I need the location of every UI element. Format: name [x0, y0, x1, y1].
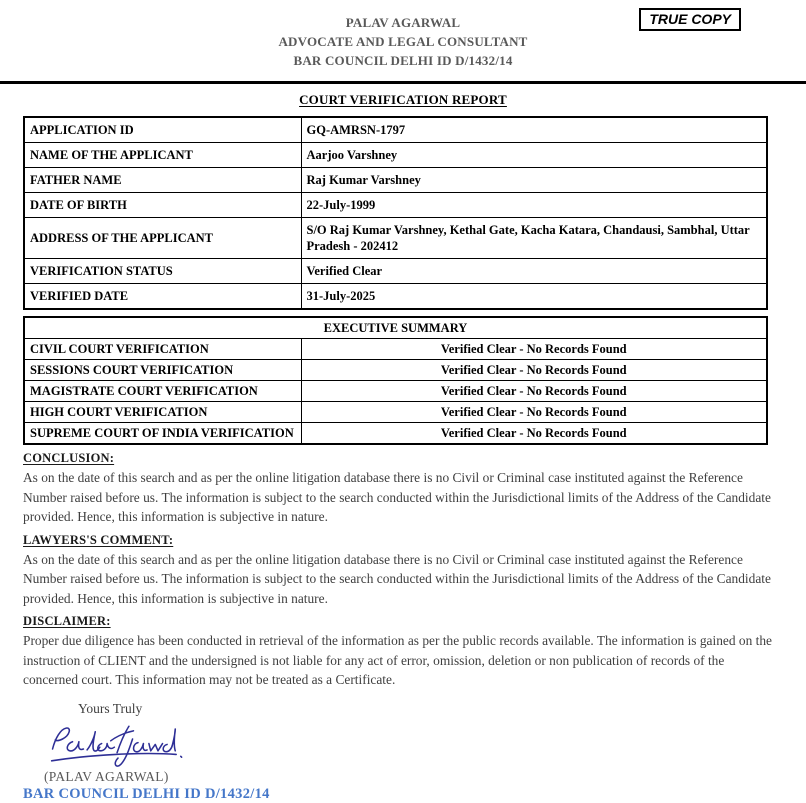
summary-value: Verified Clear - No Records Found — [301, 423, 767, 445]
section-body: As on the date of this search and as per the online litigation database there is no Civil or Criminal case instituted against the Reference Number raised before us. The information is subject to the search conducted within the Jurisdictional limits of the Address of the Candidate provided. Hence, this information is subjective in nature. — [23, 470, 771, 524]
detail-label: FATHER NAME — [24, 168, 301, 193]
closing-text: Yours Truly — [78, 700, 143, 716]
summary-value: Verified Clear - No Records Found — [301, 339, 767, 360]
summary-label: SESSIONS COURT VERIFICATION — [24, 360, 301, 381]
executive-summary-table — [23, 316, 768, 445]
detail-row — [24, 218, 767, 259]
text-section — [23, 533, 779, 609]
detail-row — [24, 259, 767, 284]
detail-row — [24, 168, 767, 193]
text-section — [23, 614, 779, 690]
detail-value: Raj Kumar Varshney — [301, 168, 767, 193]
summary-header: EXECUTIVE SUMMARY — [24, 317, 767, 339]
text-section — [23, 451, 779, 527]
summary-row — [24, 339, 767, 360]
detail-value: 22-July-1999 — [301, 193, 767, 218]
detail-label: DATE OF BIRTH — [24, 193, 301, 218]
detail-row — [24, 284, 767, 310]
detail-value: 31-July-2025 — [301, 284, 767, 310]
true-copy-stamp: TRUE COPY — [639, 8, 741, 31]
signatory-name: (PALAV AGARWAL) — [44, 768, 169, 784]
advocate-designation: ADVOCATE AND LEGAL CONSULTANT — [278, 34, 528, 49]
advocate-name: PALAV AGARWAL — [345, 15, 461, 30]
summary-value: Verified Clear - No Records Found — [301, 381, 767, 402]
detail-label: ADDRESS OF THE APPLICANT — [24, 218, 301, 259]
detail-label: VERIFICATION STATUS — [24, 259, 301, 284]
summary-label: CIVIL COURT VERIFICATION — [24, 339, 301, 360]
summary-value: Verified Clear - No Records Found — [301, 402, 767, 423]
summary-row — [24, 360, 767, 381]
detail-row — [24, 193, 767, 218]
detail-value: S/O Raj Kumar Varshney, Kethal Gate, Kacha Katara, Chandausi, Sambhal, Uttar Pradesh - 202412 — [301, 218, 767, 259]
bar-council-id: BAR COUNCIL DELHI ID D/1432/14 — [293, 53, 513, 68]
summary-row — [24, 381, 767, 402]
detail-value: Aarjoo Varshney — [301, 143, 767, 168]
document-title-text: COURT VERIFICATION REPORT — [299, 92, 507, 107]
detail-value: GQ-AMRSN-1797 — [301, 117, 767, 143]
detail-value: Verified Clear — [301, 259, 767, 284]
text-sections — [23, 451, 779, 690]
section-body: As on the date of this search and as per the online litigation database there is no Civil or Criminal case instituted against the Reference Number raised before us. The information is subject to the search conducted within the Jurisdictional limits of the Address of the Candidate provided. Hence, this information is subjective in nature. — [23, 551, 771, 606]
summary-label: SUPREME COURT OF INDIA VERIFICATION — [24, 423, 301, 445]
section-body: Proper due diligence has been conducted in retrieval of the information as per the public records available. The information is gained on the instruction of CLIENT and the undersigned is not liable for any act of error, omission, deletion or non publication of records of the concerned court. This information may not be treated as a Certificate. — [23, 633, 772, 687]
signatory-bar-council-id: BAR COUNCIL DELHI ID D/1432/14 — [23, 785, 270, 802]
section-heading: CONCLUSION: — [23, 451, 115, 465]
detail-label: APPLICATION ID — [24, 117, 301, 143]
detail-label: VERIFIED DATE — [24, 284, 301, 310]
summary-label: MAGISTRATE COURT VERIFICATION — [24, 381, 301, 402]
summary-value: Verified Clear - No Records Found — [301, 360, 767, 381]
summary-header-row — [24, 317, 767, 339]
summary-label: HIGH COURT VERIFICATION — [24, 402, 301, 423]
detail-row — [24, 117, 767, 143]
detail-row — [24, 143, 767, 168]
header-divider — [0, 81, 806, 84]
section-heading: LAWYERS'S COMMENT: — [23, 532, 174, 547]
signature-image — [38, 719, 198, 769]
summary-row — [24, 402, 767, 423]
summary-row — [24, 423, 767, 445]
applicant-details-table — [23, 116, 768, 310]
section-heading: DISCLAIMER: — [23, 614, 111, 628]
document-title — [0, 91, 806, 109]
detail-label: NAME OF THE APPLICANT — [24, 143, 301, 168]
